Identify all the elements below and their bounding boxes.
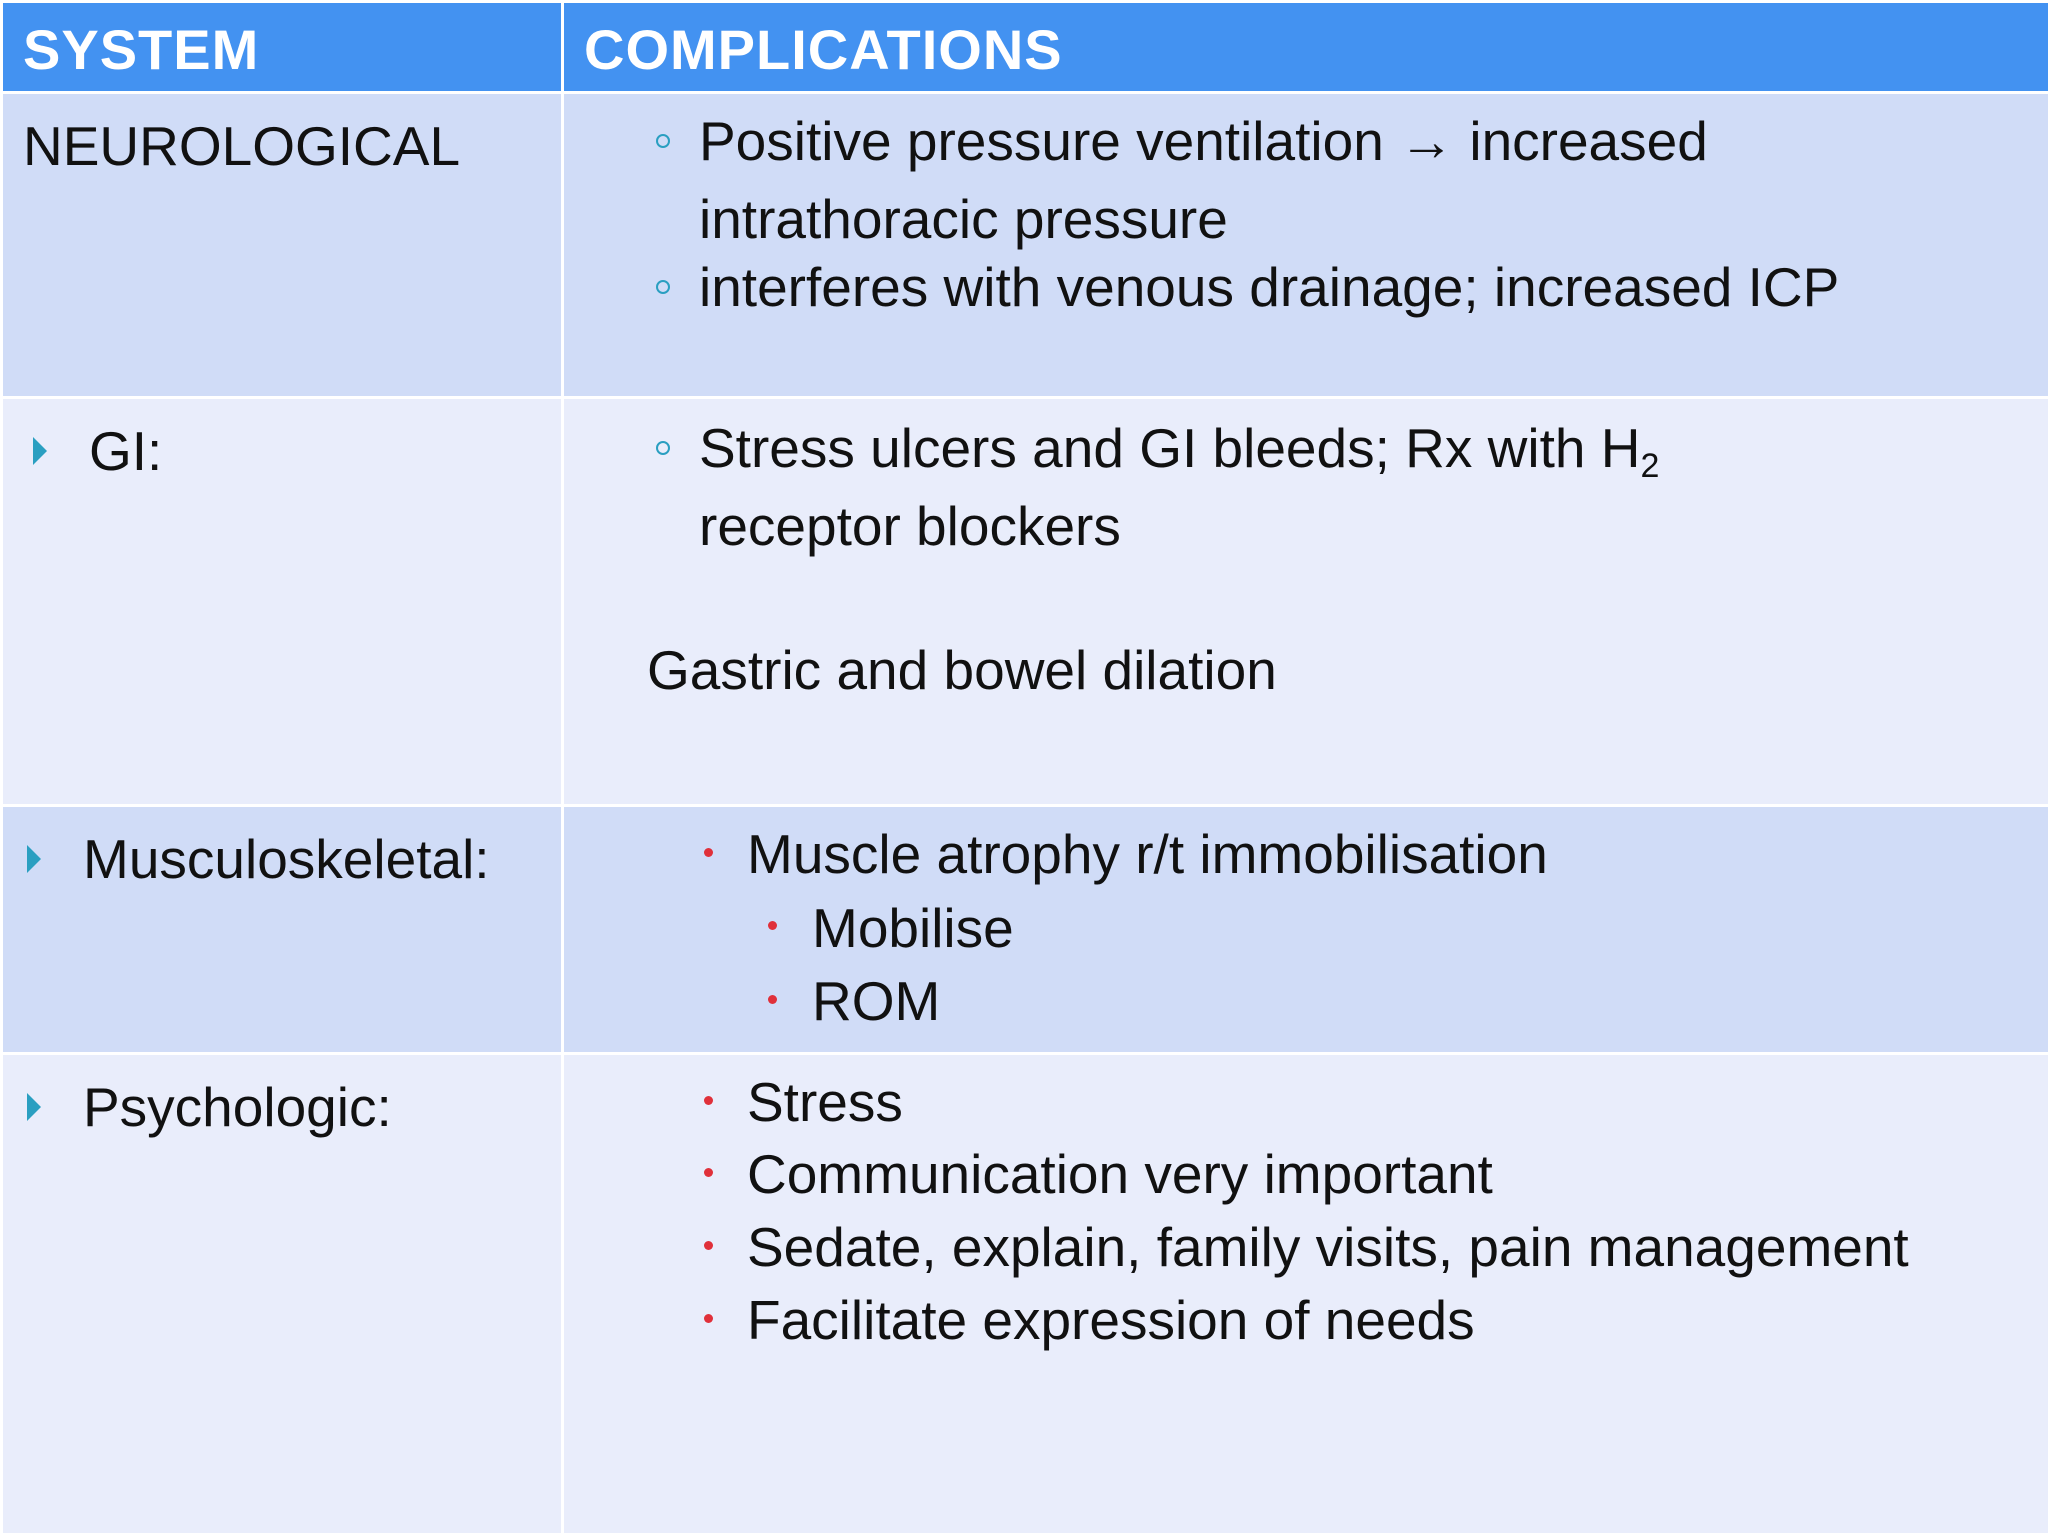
circle-bullet-icon <box>656 134 670 148</box>
psych-item-2: Communication very important <box>747 1143 1493 1205</box>
dot-bullet-icon <box>704 1168 713 1177</box>
msk-subitem-2: ROM <box>812 970 941 1032</box>
dot-bullet-icon <box>704 848 713 857</box>
triangle-bullet-icon <box>27 845 41 873</box>
system-cell-psychologic <box>2 1054 563 1535</box>
header-complications-label: COMPLICATIONS <box>584 18 1063 81</box>
neuro-item-1: Positive pressure ventilation → increased <box>699 110 1708 172</box>
complications-cell-psychologic <box>563 1054 2048 1535</box>
table-row-neurological <box>2 93 2048 398</box>
msk-subitem-1: Mobilise <box>812 897 1014 959</box>
table-row-musculoskeletal <box>2 806 2048 1054</box>
complications-cell-musculoskeletal <box>563 806 2048 1054</box>
psych-item-3: Sedate, explain, family visits, pain management <box>747 1216 1909 1278</box>
system-cell-neurological <box>2 93 563 398</box>
dot-bullet-icon <box>704 1096 713 1105</box>
system-cell-musculoskeletal <box>2 806 563 1054</box>
dot-bullet-icon <box>768 995 777 1004</box>
system-label-musculoskeletal: Musculoskeletal: <box>83 828 490 890</box>
neuro-item-2: interferes with venous drainage; increased ICP <box>699 256 1840 318</box>
system-cell-gi <box>2 398 563 806</box>
table-row-psychologic <box>2 1054 2048 1535</box>
gi-item-1 <box>699 417 1660 485</box>
header-system <box>2 2 563 93</box>
gi-item-1-cont: receptor blockers <box>699 495 1121 557</box>
triangle-bullet-icon <box>33 437 47 465</box>
dot-bullet-icon <box>768 921 777 930</box>
system-label-gi: GI: <box>89 420 163 482</box>
circle-bullet-icon <box>656 441 670 455</box>
system-label-psychologic: Psychologic: <box>83 1076 392 1138</box>
gi-item-1-text: Stress ulcers and GI bleeds; Rx with H <box>699 417 1641 479</box>
dot-bullet-icon <box>704 1241 713 1250</box>
table-row-gi <box>2 398 2048 806</box>
msk-item: Muscle atrophy r/t immobilisation <box>747 823 1548 885</box>
dot-bullet-icon <box>704 1314 713 1323</box>
gi-note: Gastric and bowel dilation <box>647 639 1277 701</box>
complications-cell-gi <box>563 398 2048 806</box>
complications-cell-neurological <box>563 93 2048 398</box>
gi-item-1-subscript: 2 <box>1640 447 1660 485</box>
circle-bullet-icon <box>656 280 670 294</box>
header-row <box>2 2 2048 93</box>
psych-item-1: Stress <box>747 1071 903 1133</box>
system-label-neurological: NEUROLOGICAL <box>23 115 461 177</box>
neuro-item-1-cont: intrathoracic pressure <box>699 188 1228 250</box>
psych-item-4: Facilitate expression of needs <box>747 1289 1475 1351</box>
triangle-bullet-icon <box>27 1093 41 1121</box>
header-complications <box>563 2 2048 93</box>
header-system-label: SYSTEM <box>23 18 260 81</box>
